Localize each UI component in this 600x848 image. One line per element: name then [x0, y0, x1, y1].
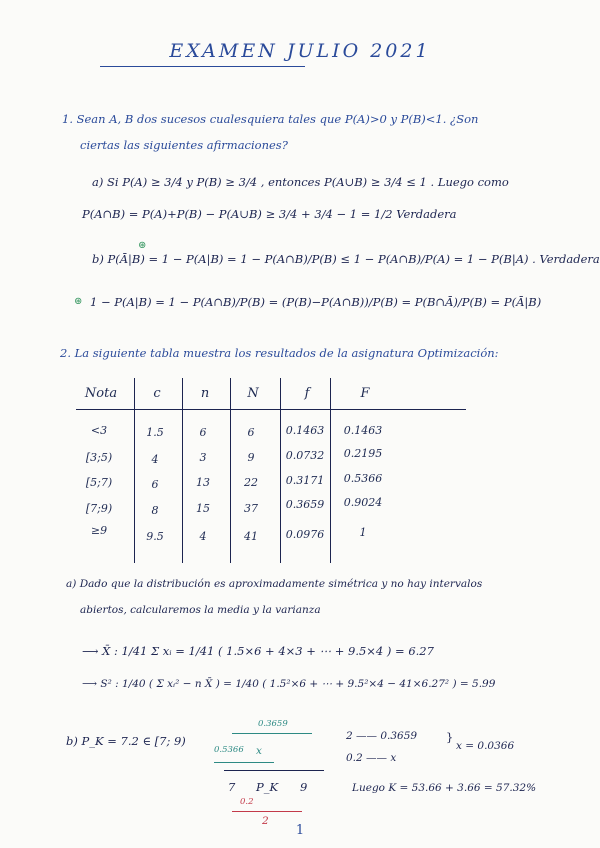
q1-a-line1: a) Si P(A) ≥ 3/4 y P(B) ≥ 3/4 , entonces P(A∪B) ≥ 3/4 ≤ 1 . Luego como: [92, 175, 509, 189]
table-cell: 0.3659: [285, 498, 325, 511]
table-header-n: n: [200, 386, 210, 401]
q1-intro-line1: 1. Sean A, B dos sucesos cualesquiera tales que P(A)>0 y P(B)<1. ¿Son: [62, 112, 479, 126]
q1-intro-line2: ciertas las siguientes afirmaciones?: [80, 138, 288, 152]
q2-a-line1: a) Dado que la distribución es aproximadamente simétrica y no hay intervalos: [66, 578, 483, 590]
proportion-result: x = 0.0366: [456, 740, 515, 752]
table-cell: 6: [247, 426, 255, 439]
page-number: 1: [295, 823, 305, 838]
sketch-axis: [224, 770, 324, 771]
table-cell: 6: [199, 426, 207, 439]
q2-b-label: b) P_K = 7.2 ∈ [7; 9): [66, 734, 186, 748]
table-cell: 9: [247, 451, 255, 464]
table-cell: 22: [244, 476, 258, 489]
table-cell: 3: [199, 451, 207, 464]
table-cell: 0.0976: [285, 528, 325, 541]
q2-intro: 2. La siguiente tabla muestra los resultados de la asignatura Optimización:: [60, 346, 499, 360]
sketch-low-value: 0.2: [240, 797, 254, 807]
table-cell: 0.0732: [285, 449, 325, 462]
table-header-F: F: [360, 386, 370, 401]
table-cell: 1.5: [146, 426, 164, 439]
table-header-c: c: [153, 386, 161, 401]
table-cell: [3;5): [85, 451, 113, 464]
table-cell: 0.9024: [343, 496, 383, 509]
proportion-line2: 0.2 —— x: [346, 752, 397, 764]
sketch-x-label: x: [256, 745, 262, 757]
table-cell: 8: [151, 504, 159, 517]
proportion-line1: 2 —— 0.3659: [346, 730, 418, 742]
table-cell: ≥9: [90, 524, 108, 537]
table-cell: 6: [151, 478, 159, 491]
table-header-nota: Nota: [84, 386, 118, 401]
sketch-tick-7: 7: [228, 780, 236, 794]
table-cell: 37: [244, 502, 258, 515]
sketch-top-bracket: [232, 733, 312, 734]
q1-b-mark-top: ⊛: [138, 240, 147, 251]
proportion-brace: }: [446, 730, 454, 744]
table-cell: 1: [359, 526, 367, 539]
sketch-left-value: 0.5366: [214, 745, 244, 755]
table-cell: 41: [244, 530, 258, 543]
q2-a-line2: abiertos, calcularemos la media y la varianza: [80, 604, 321, 616]
table-cell: 0.1463: [343, 424, 383, 437]
sketch-tick-9: 9: [300, 780, 308, 794]
table-cell: 0.5366: [343, 472, 383, 485]
q1-b-mark-bottom: ⊛: [74, 296, 83, 307]
table-cell: <3: [90, 424, 108, 437]
table-cell: 0.3171: [285, 474, 325, 487]
table-header-N: N: [247, 386, 259, 401]
table-cell: 0.1463: [285, 424, 325, 437]
q2-variance-formula: ⟶ S² : 1/40 ( Σ xᵢ² − n X̄ ) = 1/40 ( 1.5²×6 + ⋯ + 9.5²×4 − 41×6.27² ) = 5.99: [82, 678, 496, 690]
sketch-red-bracket: [232, 811, 302, 812]
exam-title: EXAMEN JULIO 2021: [169, 40, 431, 62]
table-cell: 4: [151, 453, 159, 466]
title-underline: [100, 66, 305, 67]
sketch-top-value: 0.3659: [258, 719, 288, 729]
q1-b-line2: 1 − P(A|B) = 1 − P(A∩B)/P(B) = (P(B)−P(A∩B))/P(B) = P(B∩Ā)/P(B) = P(Ā|B): [90, 295, 542, 309]
q2-b-conclusion: Luego K = 53.66 + 3.66 = 57.32%: [352, 782, 537, 794]
q1-b-line1: b) P(Ā|B) = 1 − P(A|B) = 1 − P(A∩B)/P(B) ≤ 1 − P(A∩B)/P(A) = 1 − P(B|A) . Verdadera: [92, 252, 600, 266]
table-header-f: f: [304, 386, 310, 401]
q2-mean-formula: ⟶ X̄ : 1/41 Σ xᵢ = 1/41 ( 1.5×6 + 4×3 + ⋯ + 9.5×4 ) = 6.27: [82, 644, 434, 658]
table-cell: 9.5: [146, 530, 164, 543]
table-cell: 0.2195: [343, 447, 383, 460]
table-cell: 4: [199, 530, 207, 543]
table-cell: [7;9): [85, 502, 113, 515]
table-cell: 13: [196, 476, 210, 489]
table-cell: [5;7): [85, 476, 113, 489]
sketch-pk-label: P_K: [256, 780, 279, 794]
sketch-width-value: 2: [262, 815, 269, 827]
table-cell: 15: [196, 502, 210, 515]
q1-a-line2: P(A∩B) = P(A)+P(B) − P(A∪B) ≥ 3/4 + 3/4 − 1 = 1/2 Verdadera: [82, 207, 457, 221]
sketch-arrow: [214, 762, 274, 763]
